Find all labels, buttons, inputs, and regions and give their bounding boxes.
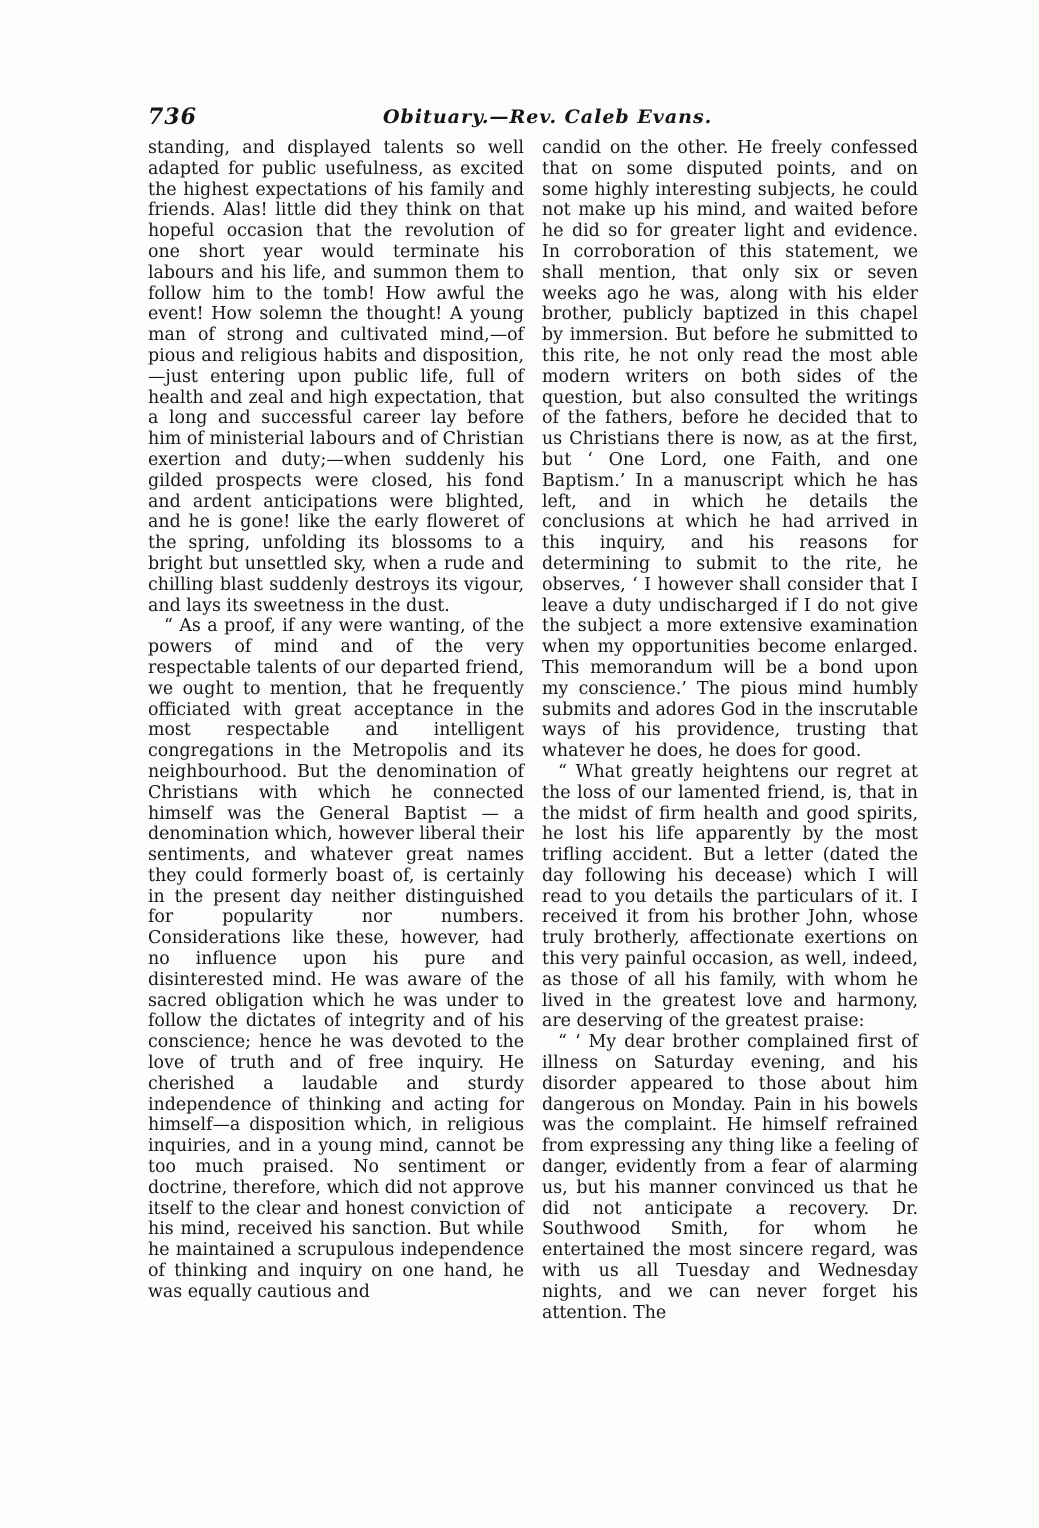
paragraph: candid on the other. He freely confessed that on some disputed points, and on some highly interesting subjects, he could not make up his mind, and waited before he did so for greater light and evidence. In corroboration of this statement, we shall mention, that only six or seven weeks ago he was, along with his elder brother, publicly baptized in this chapel by immersion. But before he submitted to this rite, he not only read the most able modern writers on both sides of the question, but also consulted the writings of the fathers, before he decided that to us Christians there is now, as at the first, but ‘ One Lord, one Faith, and one Baptism.’ In a manuscript which he has left, and in which he details the conclusions at which he had arrived in this inquiry, and his reasons for determining to submit to the rite, he observes, ‘ I however shall consider that I leave a duty undischarged if I do not give the subject a more extensive examination when my opportunities become enlarged. This memorandum will be a bond upon my conscience.’ The pious mind humbly submits and adores God in the inscrutable ways of his providence, trusting that whatever he does, he does for good. (542, 138, 918, 762)
left-column (148, 138, 524, 1303)
running-title: Obituary.—Rev. Caleb Evans. (383, 106, 713, 128)
paragraph: “ As a proof, if any were wanting, of the powers of mind and of the very respectable talents of our departed friend, we ought to mention, that he frequently officiated with great acceptance in the most respectable and intelligent congregations in the Metropolis and its neighbourhood. But the denomination of Christians with which he connected himself was the General Baptist — a denomination which, however liberal their sentiments, and whatever great names they could formerly boast of, is certainly in the present day neither distinguished for popularity nor numbers. Considerations like these, however, had no influence upon his pure and disinterested mind. He was aware of the sacred obligation which he was under to follow the dictates of integrity and of his conscience; hence he was devoted to the love of truth and of free inquiry. He cherished a laudable and sturdy independence of thinking and acting for himself—a disposition which, in religious inquiries, and in a young mind, cannot be too much praised. No sentiment or doctrine, therefore, which did not approve itself to the clear and honest conviction of his mind, received his sanction. But while he maintained a scrupulous independence of thinking and inquiry on one hand, he was equally cautious and (148, 616, 525, 1302)
paragraph: “ ‘ My dear brother complained first of illness on Saturday evening, and his disorder appeared to those about him dangerous on Monday. Pain in his bowels was the complaint. He himself refrained from expressing any thing like a feeling of danger, evidently from a fear of alarming us, but his manner convinced us that he did not anticipate a recovery. Dr. Southwood Smith, for whom he entertained the most sincere regard, was with us all Tuesday and Wednesday nights, and we can never forget his attention. The (542, 1032, 918, 1323)
right-column (542, 138, 918, 1323)
page-header (148, 104, 918, 140)
page-number: 736 (148, 104, 197, 130)
paragraph: standing, and displayed talents so well adapted for public usefulness, as excited the highest expectations of his family and friends. Alas! little did they think on that hopeful occasion that the revolution of one short year would terminate his labours and his life, and summon them to follow him to the tomb! How awful the event! How solemn the thought! A young man of strong and cultivated mind,—of pious and religious habits and disposition,—just entering upon public life, full of health and zeal and high expectation, that a long and successful career lay before him of ministerial labours and of Christian exertion and duty;—when suddenly his gilded prospects were closed, his fond and ardent anticipations were blighted, and he is gone! like the early floweret of the spring, unfolding its blossoms to a bright but unsettled sky, when a rude and chilling blast suddenly destroys its vigour, and lays its sweetness in the dust. (148, 138, 524, 616)
paragraph: “ What greatly heightens our regret at the loss of our lamented friend, is, that in the midst of firm health and good spirits, he lost his life apparently by the most trifling accident. But a letter (dated the day following his decease) which I will read to you details the particulars of it. I received it from his brother John, whose truly brotherly, affectionate exertions on this very painful occasion, as well, indeed, as those of all his family, with whom he lived in the greatest love and harmony, are deserving of the greatest praise: (542, 761, 918, 1032)
